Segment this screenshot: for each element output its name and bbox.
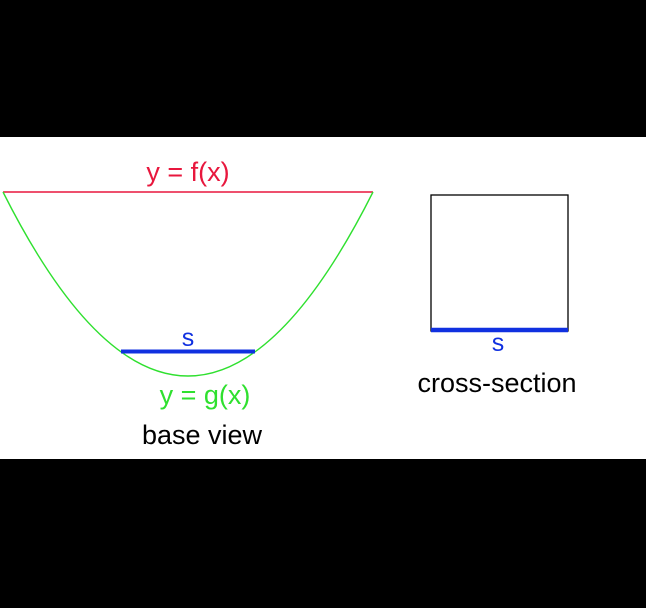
cross-section-caption: cross-section bbox=[417, 368, 577, 398]
cross-section-side-label: s bbox=[491, 329, 505, 357]
base-view-caption: base view bbox=[141, 420, 263, 450]
cross-section-square bbox=[431, 195, 568, 331]
segment-label: s bbox=[181, 324, 195, 352]
bottom-curve-label: y = g(x) bbox=[159, 380, 251, 410]
top-curve-label: y = f(x) bbox=[146, 157, 230, 187]
cross-section bbox=[417, 195, 576, 398]
